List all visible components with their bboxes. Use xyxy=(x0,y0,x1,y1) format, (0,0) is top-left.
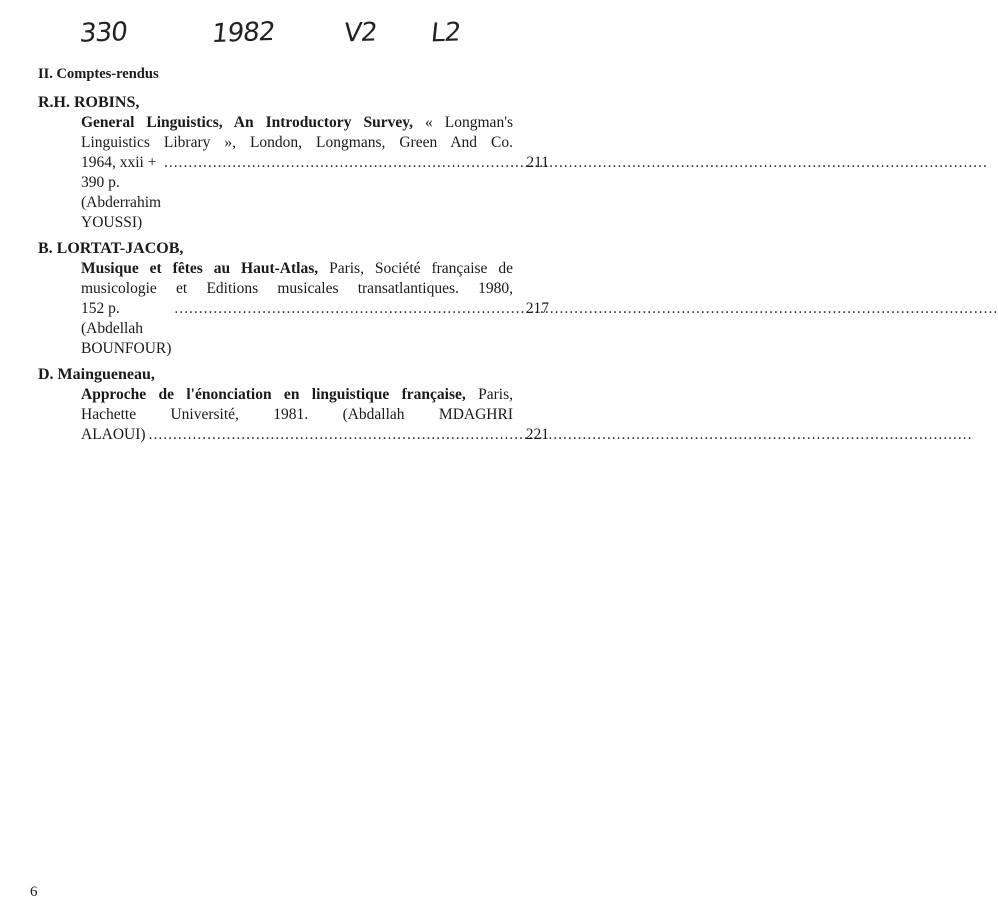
entry-line-1-rest: Paris, xyxy=(478,386,513,403)
toc-entry xyxy=(38,93,549,233)
entry-line-2: Linguistics Library », London, Longmans, Green And Co. xyxy=(81,134,513,151)
toc-entry xyxy=(38,365,549,445)
entry-author: R.H. ROBINS, xyxy=(38,94,140,111)
dot-leader xyxy=(174,299,998,319)
entry-body xyxy=(81,113,549,233)
entry-line-1 xyxy=(81,259,513,279)
entry-line-1 xyxy=(81,113,513,133)
handwritten-note-3: V2 xyxy=(342,17,378,49)
dot-leader xyxy=(164,153,988,173)
entry-line-3 xyxy=(81,153,549,233)
entry-line-1-rest: Paris, Société française de xyxy=(329,260,513,277)
dot-leader xyxy=(149,425,973,445)
entry-line-1 xyxy=(81,385,513,405)
toc-entry xyxy=(38,239,549,359)
entry-line-3-text: 152 p. (Abdellah BOUNFOUR) xyxy=(81,300,172,357)
entry-page-number: 221 xyxy=(525,426,549,443)
entry-title: General Linguistics, An Introductory Survey, xyxy=(81,114,413,131)
entry-line-3 xyxy=(81,299,549,359)
entry-line-3-text: ALAOUI) xyxy=(81,426,146,443)
page-number: 6 xyxy=(30,884,38,900)
entry-line-1-rest: « Longman's xyxy=(425,114,514,131)
entry-title: Musique et fêtes au Haut-Atlas, xyxy=(81,260,319,277)
entry-line-3 xyxy=(81,425,549,445)
table-of-contents xyxy=(38,66,549,451)
entry-page-number: 217 xyxy=(525,300,549,317)
entry-body xyxy=(81,259,549,359)
handwritten-annotations xyxy=(0,10,545,50)
section-title: II. Comptes-rendus xyxy=(38,66,159,82)
entry-line-3-text: 1964, xxii + 390 p. (Abderrahim YOUSSI) xyxy=(81,154,162,231)
entry-line-2: Hachette Université, 1981. (Abdallah MDAGHRI xyxy=(81,406,513,423)
entry-author: D. Maingueneau, xyxy=(38,366,155,383)
entry-body xyxy=(81,385,549,445)
entry-author: B. LORTAT-JACOB, xyxy=(38,240,184,257)
handwritten-note-1: 330 xyxy=(78,17,129,49)
handwritten-note-2: 1982 xyxy=(210,16,276,50)
handwritten-note-4: L2 xyxy=(429,17,462,49)
entry-page-number: 211 xyxy=(526,154,549,171)
entry-title: Approche de l'énonciation en linguistique française, xyxy=(81,386,466,403)
entry-line-2: musicologie et Editions musicales transatlantiques. 1980, xyxy=(81,280,513,297)
